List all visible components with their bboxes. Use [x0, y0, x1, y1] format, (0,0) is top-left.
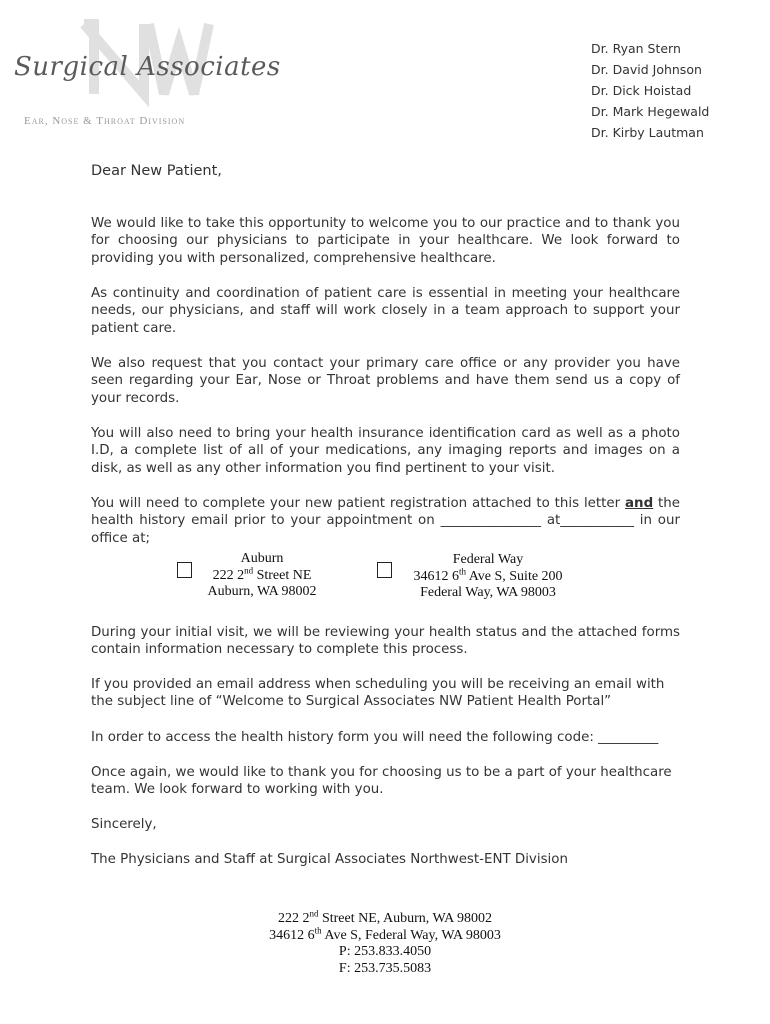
signature: The Physicians and Staff at Surgical Associates Northwest-ENT Division	[91, 852, 568, 867]
paragraph-registration	[91, 495, 680, 547]
paragraph-welcome: We would like to take this opportunity to welcome you to our practice and to thank you for choosing our physicians to participate in your healthcare. We look forward to providing you with personalized, comprehensive healthcare.	[91, 216, 680, 266]
doctor-name: Dr. David Johnson	[591, 62, 702, 77]
footer-address-auburn: 222 2nd Street NE, Auburn, WA 98002	[277, 908, 493, 926]
paragraph-thanks: Once again, we would like to thank you for choosing us to be a part of your healthcare team. We look forward to working with you.	[91, 765, 672, 798]
paragraph-initial-visit: During your initial visit, we will be reviewing your health status and the attached forms contain information necessary to complete this process.	[91, 625, 680, 658]
office-city: Auburn, WA 98002	[207, 584, 317, 599]
office-street: 34612 6th Ave S, Suite 200	[413, 565, 563, 584]
doctors-list	[591, 38, 709, 143]
paragraph-records: We also request that you contact your primary care office or any provider you have seen regarding your Ear, Nose or Throat problems and have them send us a copy of your records.	[91, 356, 680, 406]
auburn-office-address	[196, 551, 328, 601]
closing: Sincerely,	[91, 817, 157, 832]
doctor-name: Dr. Ryan Stern	[591, 41, 681, 56]
auburn-office-checkbox[interactable]	[177, 562, 192, 578]
logo-script-text: Surgical Associates	[14, 52, 281, 82]
registration-text-end: the health history email prior to your appointment on _______________ at___________ in our office at;	[91, 496, 680, 546]
federal-way-office-checkbox[interactable]	[377, 562, 392, 578]
emphasis-and: and	[625, 496, 654, 511]
footer-fax: F: 253.735.5083	[338, 960, 432, 976]
greeting: Dear New Patient,	[91, 163, 222, 179]
office-street: 222 2nd Street NE	[212, 564, 312, 583]
paragraph-code: In order to access the health history form you will need the following code: _________	[91, 730, 659, 745]
footer-phone: P: 253.833.4050	[338, 944, 432, 959]
footer-contact	[0, 908, 770, 977]
office-name: Auburn	[240, 551, 284, 566]
doctor-name: Dr. Mark Hegewald	[591, 104, 710, 119]
practice-logo	[14, 14, 281, 127]
logo-division: Ear, Nose & Throat Division	[24, 115, 186, 127]
federal-way-office-address	[402, 552, 574, 602]
paragraph-bring-items: You will also need to bring your health insurance identification card as well as a photo I.D, a complete list of all of your medications, any imaging reports and images on a disk, as well as any other information you find pertinent to your visit.	[91, 426, 680, 476]
doctor-name: Dr. Dick Hoistad	[591, 83, 692, 98]
paragraph-continuity: As continuity and coordination of patient care is essential in meeting your healthcare needs, our physicians, and staff will work closely in a team approach to support your patient care.	[91, 286, 680, 336]
office-name: Federal Way	[452, 552, 524, 567]
registration-text-start: You will need to complete your new patient registration attached to this letter	[91, 496, 626, 511]
footer-address-federal-way: 34612 6th Ave S, Federal Way, WA 98003	[269, 924, 501, 943]
paragraph-email: If you provided an email address when scheduling you will be receiving an email with the subject line of “Welcome to Surgical Associates NW Patient Health Portal”	[91, 677, 665, 710]
office-city: Federal Way, WA 98003	[420, 585, 556, 600]
doctor-name: Dr. Kirby Lautman	[591, 125, 704, 140]
